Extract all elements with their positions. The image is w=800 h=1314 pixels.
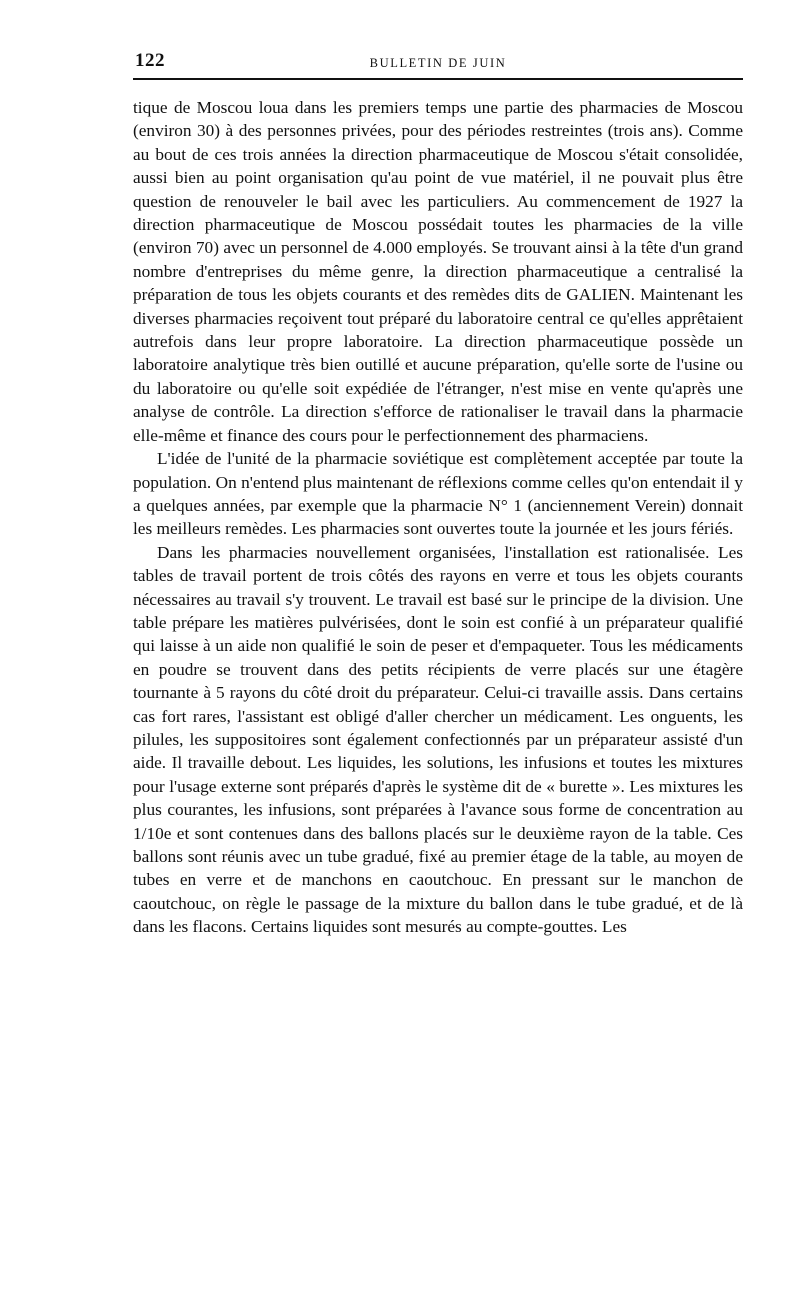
running-title: BULLETIN DE JUIN <box>369 56 507 70</box>
page-number: 122 <box>135 50 165 71</box>
header-rule <box>133 78 743 80</box>
page-header <box>133 46 743 74</box>
book-page <box>133 46 743 939</box>
paragraph-continuation: tique de Moscou loua dans les premiers temps une partie des pharmacies de Moscou (environ 30) à des personnes privées, pour des périodes restreintes (trois ans). Comme au bout de ces trois années la direction pharmaceutique de Moscou s'était consolidée, aussi bien au point organisation qu'au point de vue matériel, il ne pouvait plus être question de renouveler le bail avec les particuliers. Au commencement de 1927 la direction pharmaceutique de Moscou possédait toutes les pharmacies de la ville (environ 70) avec un personnel de 4.000 employés. Se trouvant ainsi à la tête d'un grand nombre d'entreprises du même genre, la direction pharmaceutique a centralisé la préparation de tous les objets courants et des remèdes dits de GALIEN. Maintenant les diverses pharmacies reçoivent tout préparé du laboratoire central ce qu'elles apprêtaient autrefois dans leur propre laboratoire. La direction pharmaceutique possède un laboratoire analytique très bien outillé et aucune préparation, qu'elle sorte de l'usine ou du laboratoire ou qu'elle soit expédiée de l'étranger, n'est mise en vente qu'après une analyse de contrôle. La direction s'efforce de rationaliser le travail dans la pharmacie elle-même et finance des cours pour le perfectionnement des pharmaciens. <box>133 98 743 445</box>
body-text <box>133 96 743 939</box>
paragraph-unity: L'idée de l'unité de la pharmacie soviétique est complètement acceptée par toute la population. On n'entend plus maintenant de réflexions comme celles qu'on entendait il y a quelques années, par exemple que la pharmacie N° 1 (anciennement Verein) donnait les meilleurs remèdes. Les pharmacies sont ouvertes toute la journée et les jours fériés. <box>133 449 743 539</box>
paragraph-installation: Dans les pharmacies nouvellement organisées, l'installation est rationalisée. Les tables de travail portent de trois côtés des rayons en verre et tous les objets courants nécessaires au travail s'y trouvent. Le travail est basé sur le principe de la division. Une table prépare les matières pulvérisées, dont le soin est confié à un préparateur qualifié qui laisse à un aide non qualifié le soin de peser et d'empaqueter. Tous les médicaments en poudre se trouvent dans des petits récipients de verre placés sur une étagère tournante à 5 rayons du côté droit du préparateur. Celui-ci travaille assis. Dans certains cas fort rares, l'assistant est obligé d'aller chercher un médicament. Les onguents, les pilules, les suppositoires sont également confectionnés par un préparateur assisté d'un aide. Il travaille debout. Les liquides, les solutions, les infusions et toutes les mixtures pour l'usage externe sont préparés d'après le système dit de « burette ». Les mixtures les plus courantes, les infusions, sont préparées à l'avance sous forme de concentration au 1/10e et sont contenues dans des ballons placés sur le deuxième rayon de la table. Ces ballons sont réunis avec un tube gradué, fixé au premier étage de la table, au moyen de tubes en verre et de manchons en caoutchouc. En pressant sur le manchon de caoutchouc, on règle le passage de la mixture du ballon dans le tube gradué, et de là dans les flacons. Certains liquides sont mesurés au compte-gouttes. Les <box>133 542 743 937</box>
